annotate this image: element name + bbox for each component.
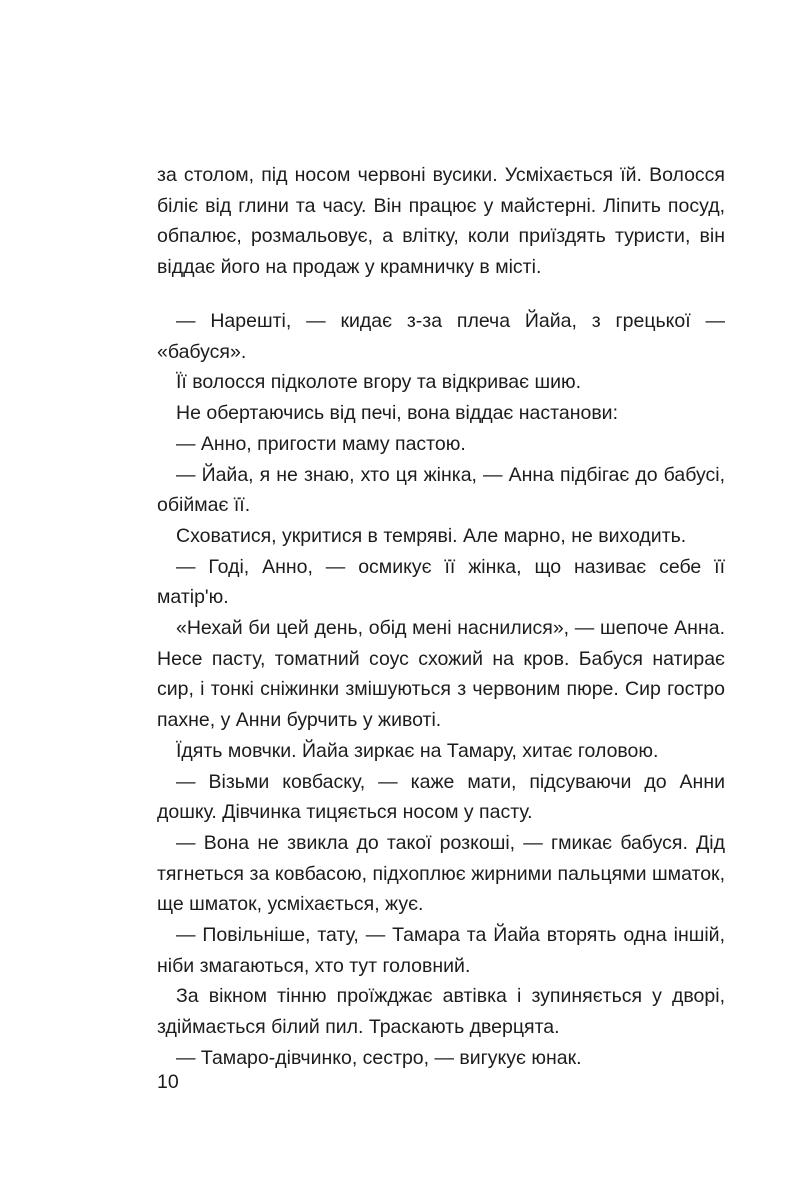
paragraph: — Повільніше, тату, — Тамара та Йайа вторять одна іншій, ніби змагаються, хто тут головний. [157, 924, 725, 977]
paragraph: — Нарешті, — кидає з-за плеча Йайа, з грецької — «бабуся». [157, 310, 725, 363]
paragraph: — Візьми ковбаску, — каже мати, підсуваючи до Анни дошку. Дівчинка тицяється носом у пасту. [157, 770, 725, 824]
paragraph: за столом, під носом червоні вусики. Усміхається їй. Волосся біліє від глини та часу. Він працює у майстерні. Ліпить посуд, обпалює, розмальовує, а влітку, коли приїздять туристи, він віддає його на продаж у крамничку в місті. [157, 164, 725, 279]
paragraph: «Нехай би цей день, обід мені наснилися», — шепоче Анна. Несе пасту, томатний соус схожий на кров. Бабуся натирає сир, і тонкі сніжинки змішуються з червоним пюре. Сир гостро пахне, у Анни бурчить у животі. [157, 617, 725, 732]
paragraph: — Йайа, я не знаю, хто ця жінка, — Анна підбігає до бабусі, обіймає її. [157, 463, 725, 517]
paragraph: Сховатися, укритися в темряві. Але марно, не виходить. [176, 524, 687, 547]
paragraph: За вікном тінню проїжджає автівка і зупиняється у дворі, здіймається білий пил. Траскають дверцята. [157, 985, 725, 1039]
page-number: 10 [157, 1071, 179, 1093]
paragraph: Не обертаючись від печі, вона віддає настанови: [176, 402, 618, 425]
paragraph: — Анно, пригости маму пастою. [176, 432, 466, 455]
text-block-dialogue [157, 306, 725, 1074]
paragraph: — Вона не звикла до такої розкоші, — гмикає бабуся. Дід тягнеться за ковбасою, підхоплює жирними пальцями шматок, ще шматок, усміхається, жує. [157, 831, 725, 916]
paragraph: Їдять мовчки. Йайа зиркає на Тамару, хитає головою. [176, 739, 659, 762]
text-block-continuation [157, 160, 725, 283]
paragraph: — Тамаро-дівчинко, сестро, — вигукує юнак. [176, 1046, 582, 1069]
paragraph: Її волосся підколоте вгору та відкриває шию. [176, 371, 582, 394]
paragraph: — Годі, Анно, — осмикує її жінка, що називає себе її матір'ю. [157, 555, 725, 609]
